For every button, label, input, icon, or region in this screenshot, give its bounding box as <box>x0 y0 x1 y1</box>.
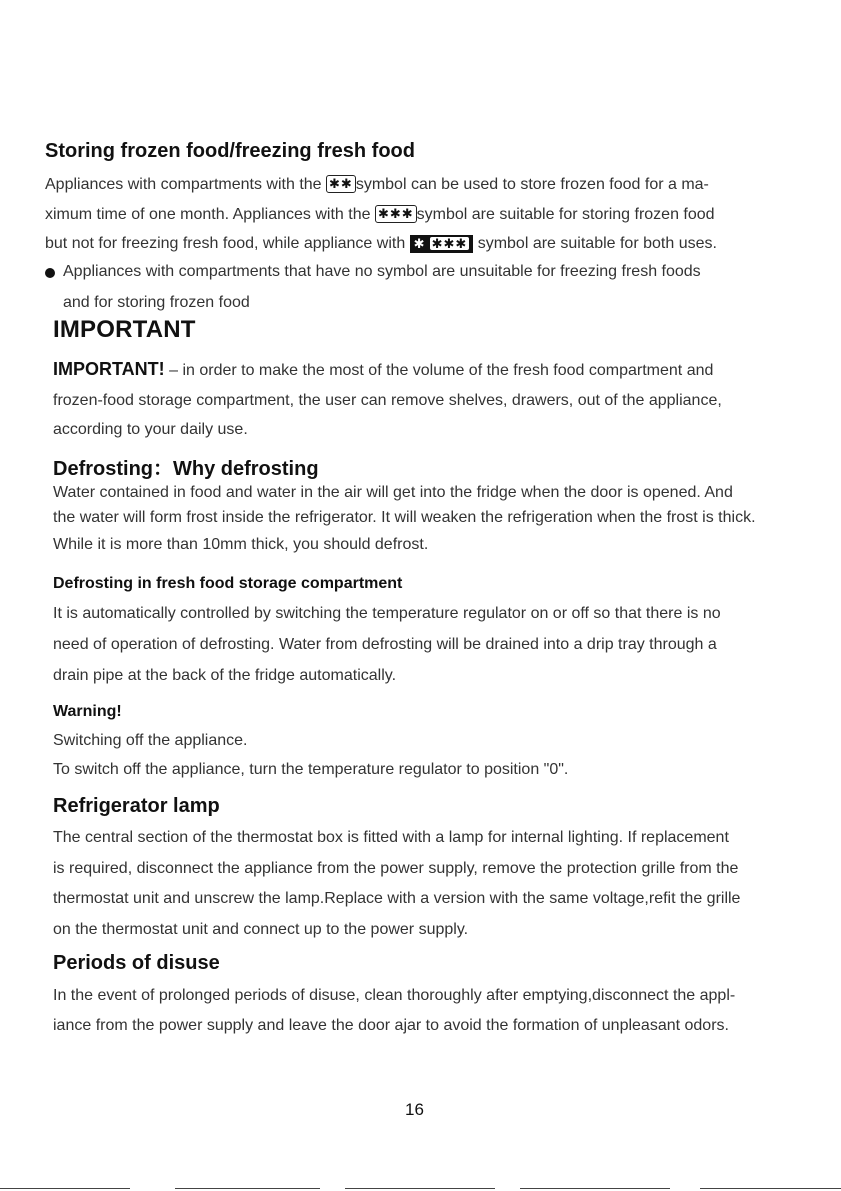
section-title-disuse: Periods of disuse <box>53 952 220 974</box>
footer-divider <box>700 1188 841 1189</box>
important-line-2: frozen-food storage compartment, the user can remove shelves, drawers, out of the appliance, <box>53 392 722 409</box>
footer-divider <box>175 1188 320 1189</box>
defrosting-line-2: the water will form frost inside the refrigerator. It will weaken the refrigeration when the frost is thick. <box>53 509 756 526</box>
storing-line-1-start: Appliances with compartments with the <box>45 176 327 193</box>
four-star-outer-star-icon: ✱ <box>413 236 426 251</box>
important-lead: IMPORTANT! <box>53 359 165 379</box>
three-star-symbol-icon: ✱✱✱ <box>375 205 417 223</box>
four-star-symbol-icon <box>410 235 474 253</box>
important-line-3: according to your daily use. <box>53 421 248 438</box>
two-star-symbol-icon: ✱✱ <box>326 175 356 193</box>
storing-line-3 <box>45 235 717 253</box>
section-title-storing: Storing frozen food/freezing fresh food <box>45 140 415 162</box>
disuse-line-1: In the event of prolonged periods of disuse, clean thoroughly after emptying,disconnect the appl- <box>53 987 736 1004</box>
four-star-inner-stars-icon: ✱✱✱ <box>431 236 468 251</box>
section-title-defrosting: Defrosting：Why defrosting <box>53 458 319 480</box>
warning-line-1: Switching off the appliance. <box>53 732 248 749</box>
section-title-fresh-food: Defrosting in fresh food storage compartment <box>53 575 403 592</box>
bullet-text-line-1: Appliances with compartments that have no symbol are unsuitable for freezing fresh foods <box>63 263 701 280</box>
lamp-line-3: thermostat unit and unscrew the lamp.Replace with a version with the same voltage,refit the grille <box>53 890 741 907</box>
important-line-1-rest: – in order to make the most of the volume of the fresh food compartment and <box>164 362 714 379</box>
bullet-icon <box>45 268 55 278</box>
fresh-line-2: need of operation of defrosting. Water from defrosting will be drained into a drip tray through a <box>53 636 717 653</box>
storing-line-2-end: symbol are suitable for storing frozen food <box>416 206 715 223</box>
bullet-text-line-2: and for storing frozen food <box>63 294 250 311</box>
fresh-line-3: drain pipe at the back of the fridge automatically. <box>53 667 397 684</box>
storing-line-1 <box>45 175 709 194</box>
section-title-warning: Warning! <box>53 703 122 720</box>
important-line-1 <box>53 359 713 380</box>
footer-divider <box>345 1188 495 1189</box>
footer-divider <box>0 1188 130 1189</box>
lamp-line-4: on the thermostat unit and connect up to the power supply. <box>53 921 469 938</box>
section-title-lamp: Refrigerator lamp <box>53 795 220 817</box>
defrosting-line-1: Water contained in food and water in the air will get into the fridge when the door is opened. And <box>53 484 733 501</box>
lamp-line-1: The central section of the thermostat box is fitted with a lamp for internal lighting. If replacement <box>53 829 729 846</box>
disuse-line-2: iance from the power supply and leave the door ajar to avoid the formation of unpleasant odors. <box>53 1017 729 1034</box>
storing-line-2-start: ximum time of one month. Appliances with the <box>45 206 375 223</box>
footer-divider <box>520 1188 670 1189</box>
storing-line-1-end: symbol can be used to store frozen food for a ma- <box>355 176 709 193</box>
storing-line-3-start: but not for freezing fresh food, while appliance with <box>45 235 410 252</box>
fresh-line-1: It is automatically controlled by switching the temperature regulator on or off so that there is no <box>53 605 721 622</box>
warning-line-2: To switch off the appliance, turn the temperature regulator to position "0". <box>53 761 569 778</box>
page-number: 16 <box>405 1100 424 1119</box>
section-title-important: IMPORTANT <box>53 316 196 343</box>
storing-line-2 <box>45 205 715 224</box>
defrosting-line-3: While it is more than 10mm thick, you should defrost. <box>53 536 429 553</box>
lamp-line-2: is required, disconnect the appliance from the power supply, remove the protection grille from the <box>53 860 739 877</box>
storing-line-3-end: symbol are suitable for both uses. <box>473 235 717 252</box>
